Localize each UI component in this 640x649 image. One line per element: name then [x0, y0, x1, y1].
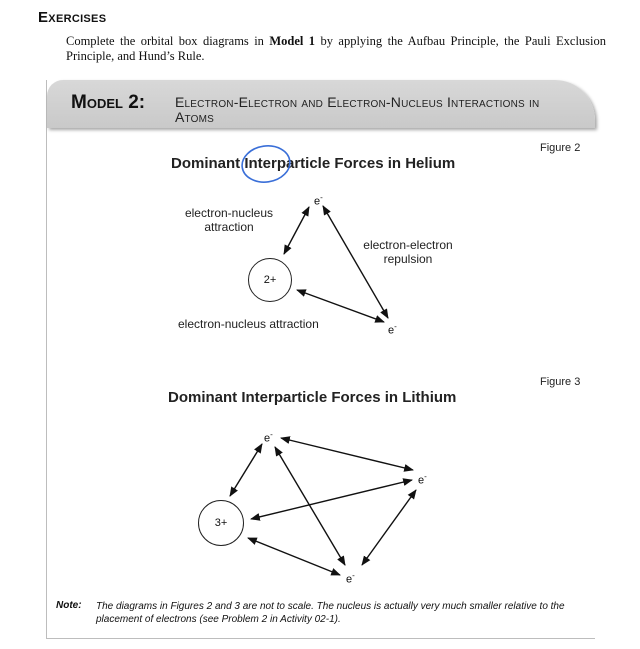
lithium-electron-1: e- [264, 430, 273, 445]
handwritten-circle-annotation [240, 143, 293, 185]
figure-3-label: Figure 3 [540, 376, 581, 388]
he-nucleus-to-e1-arrow [284, 207, 309, 254]
li-nucleus-to-e3-arrow [248, 538, 340, 575]
li-nucleus-to-e1-arrow [230, 444, 262, 496]
helium-electron-1: e- [314, 193, 323, 208]
note-text: The diagrams in Figures 2 and 3 are not to scale. The nucleus is actually very much smaller relative to the placement of electrons (see Problem 2 in Activity 02-1). [96, 601, 565, 625]
li-nucleus-to-e2-arrow [251, 480, 412, 519]
model-title: Electron-Electron and Electron-Nucleus Interactions in Atoms [175, 94, 540, 125]
li-e2-to-e3-arrow [362, 490, 416, 565]
figure-2-ee-repulsion: electron-electron repulsion [363, 238, 453, 266]
model-label: Model 2: [71, 92, 146, 113]
lithium-electron-2: e- [418, 472, 427, 487]
he-nucleus-to-e2-arrow [297, 290, 384, 322]
exercise-text: Complete the orbital box diagrams in Model 1 by applying the Aufbau Principle, the Pauli Exclusion Principle, and Hund’s Rule. [66, 34, 606, 63]
helium-electron-2: e- [388, 322, 397, 337]
li-e1-to-e3-arrow [275, 447, 345, 565]
helium-nucleus: 2+ [248, 258, 292, 302]
figure-2-title: Dominant Interparticle Forces in Helium [171, 155, 456, 172]
figure-2-en-attraction-top: electron-nucleus attraction [184, 206, 274, 234]
exercises-heading: Exercises [38, 9, 107, 26]
lithium-nucleus: 3+ [198, 500, 244, 546]
note-label: Note: [56, 600, 82, 611]
li-e1-to-e2-arrow [281, 438, 413, 470]
figure-3-title: Dominant Interparticle Forces in Lithium [168, 389, 457, 406]
he-e1-to-e2-arrow [323, 206, 388, 318]
lithium-electron-3: e- [346, 571, 355, 586]
figure-2-label: Figure 2 [540, 142, 581, 154]
figure-2-en-attraction-bottom: electron-nucleus attraction [178, 317, 319, 331]
